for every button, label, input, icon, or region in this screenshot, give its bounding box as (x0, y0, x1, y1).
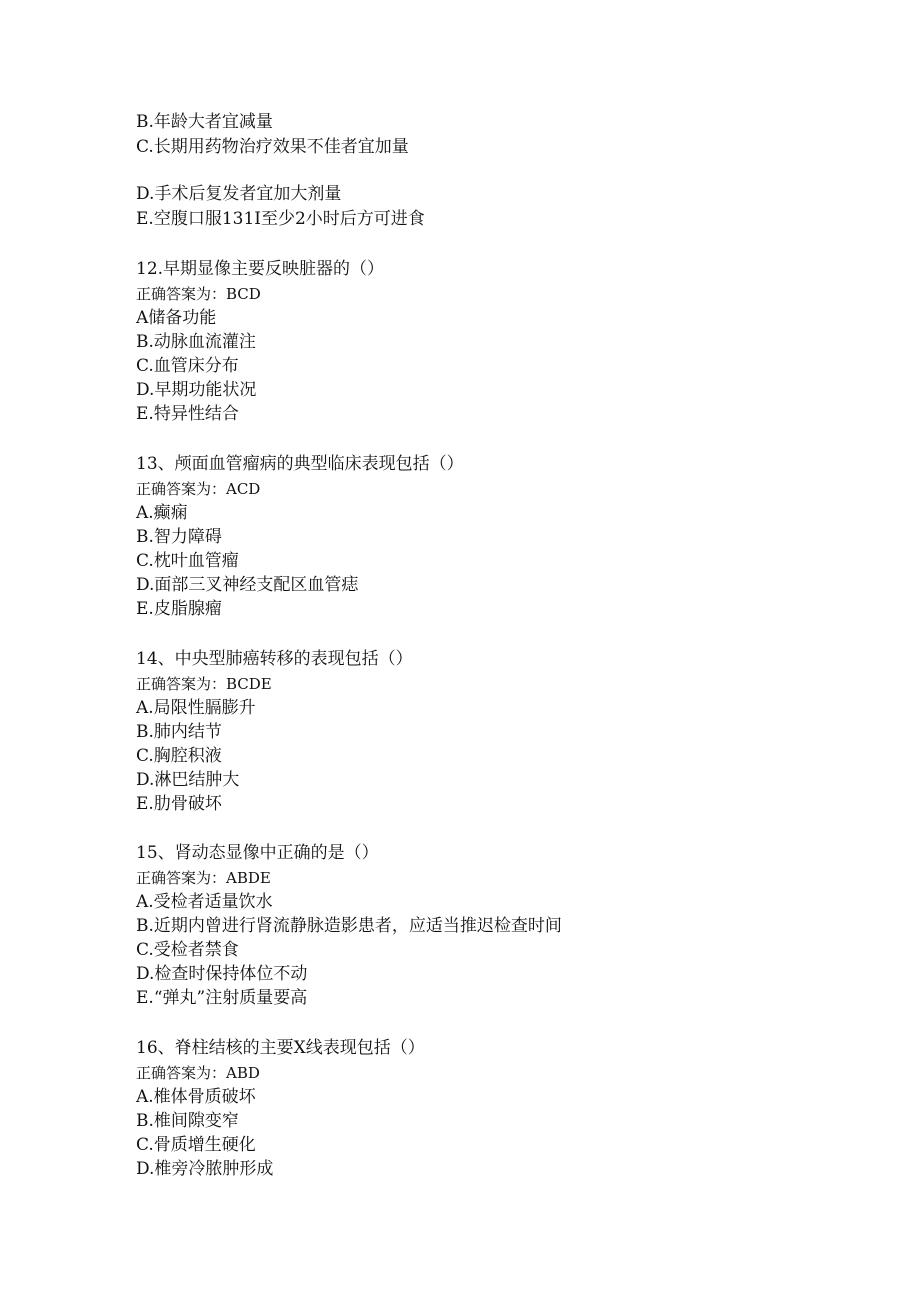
option-text: C.骨质增生硬化 (136, 1135, 256, 1155)
option-text: A.癫痫 (136, 503, 188, 523)
option-text: C.长期用药物治疗效果不佳者宜加量 (136, 137, 409, 157)
answer-line: 正确答案为：ABDE (136, 869, 271, 887)
answer-line: 正确答案为：ACD (136, 480, 261, 498)
option-text: B.椎间隙变窄 (136, 1111, 239, 1131)
option-text: B.年龄大者宜减量 (136, 112, 273, 132)
question-stem: 14、中央型肺癌转移的表现包括（） (136, 649, 413, 669)
option-text: E.“弹丸”注射质量要高 (136, 988, 308, 1008)
option-text: E.肋骨破坏 (136, 794, 222, 814)
option-text: A.椎体骨质破坏 (136, 1087, 256, 1107)
question-stem: 12.早期显像主要反映脏器的（） (136, 259, 385, 279)
option-text: A.受检者适量饮水 (136, 892, 273, 912)
option-text: C.受检者禁食 (136, 940, 239, 960)
option-text: D.椎旁冷脓肿形成 (136, 1159, 274, 1179)
answer-line: 正确答案为：ABD (136, 1064, 260, 1082)
option-text: A储备功能 (136, 308, 217, 328)
option-text: B.动脉血流灌注 (136, 332, 256, 352)
option-text: D.手术后复发者宜加大剂量 (136, 184, 342, 204)
question-stem: 13、颅面血管瘤病的典型临床表现包括（） (136, 454, 464, 474)
option-text: D.面部三叉神经支配区血管痣 (136, 575, 359, 595)
option-text: B.肺内结节 (136, 722, 222, 742)
answer-line: 正确答案为：BCD (136, 285, 261, 303)
option-text: E.皮脂腺瘤 (136, 599, 222, 619)
option-text: D.淋巴结肿大 (136, 770, 240, 790)
option-text: C.枕叶血管瘤 (136, 551, 239, 571)
answer-line: 正确答案为：BCDE (136, 675, 272, 693)
option-text: D.早期功能状况 (136, 380, 257, 400)
option-text: A.局限性膈膨升 (136, 698, 256, 718)
option-text: D.检查时保持体位不动 (136, 964, 308, 984)
question-stem: 16、脊柱结核的主要X线表现包括（） (136, 1038, 425, 1058)
question-stem: 15、肾动态显像中正确的是（） (136, 843, 379, 863)
option-text: E.空腹口服131I至少2小时后方可进食 (136, 209, 425, 229)
option-text: B.智力障碍 (136, 527, 222, 547)
option-text: E.特异性结合 (136, 404, 239, 424)
option-text: C.血管床分布 (136, 356, 239, 376)
option-text: C.胸腔积液 (136, 746, 222, 766)
option-text: B.近期内曾进行肾流静脉造影患者，应适当推迟检查时间 (136, 916, 562, 936)
